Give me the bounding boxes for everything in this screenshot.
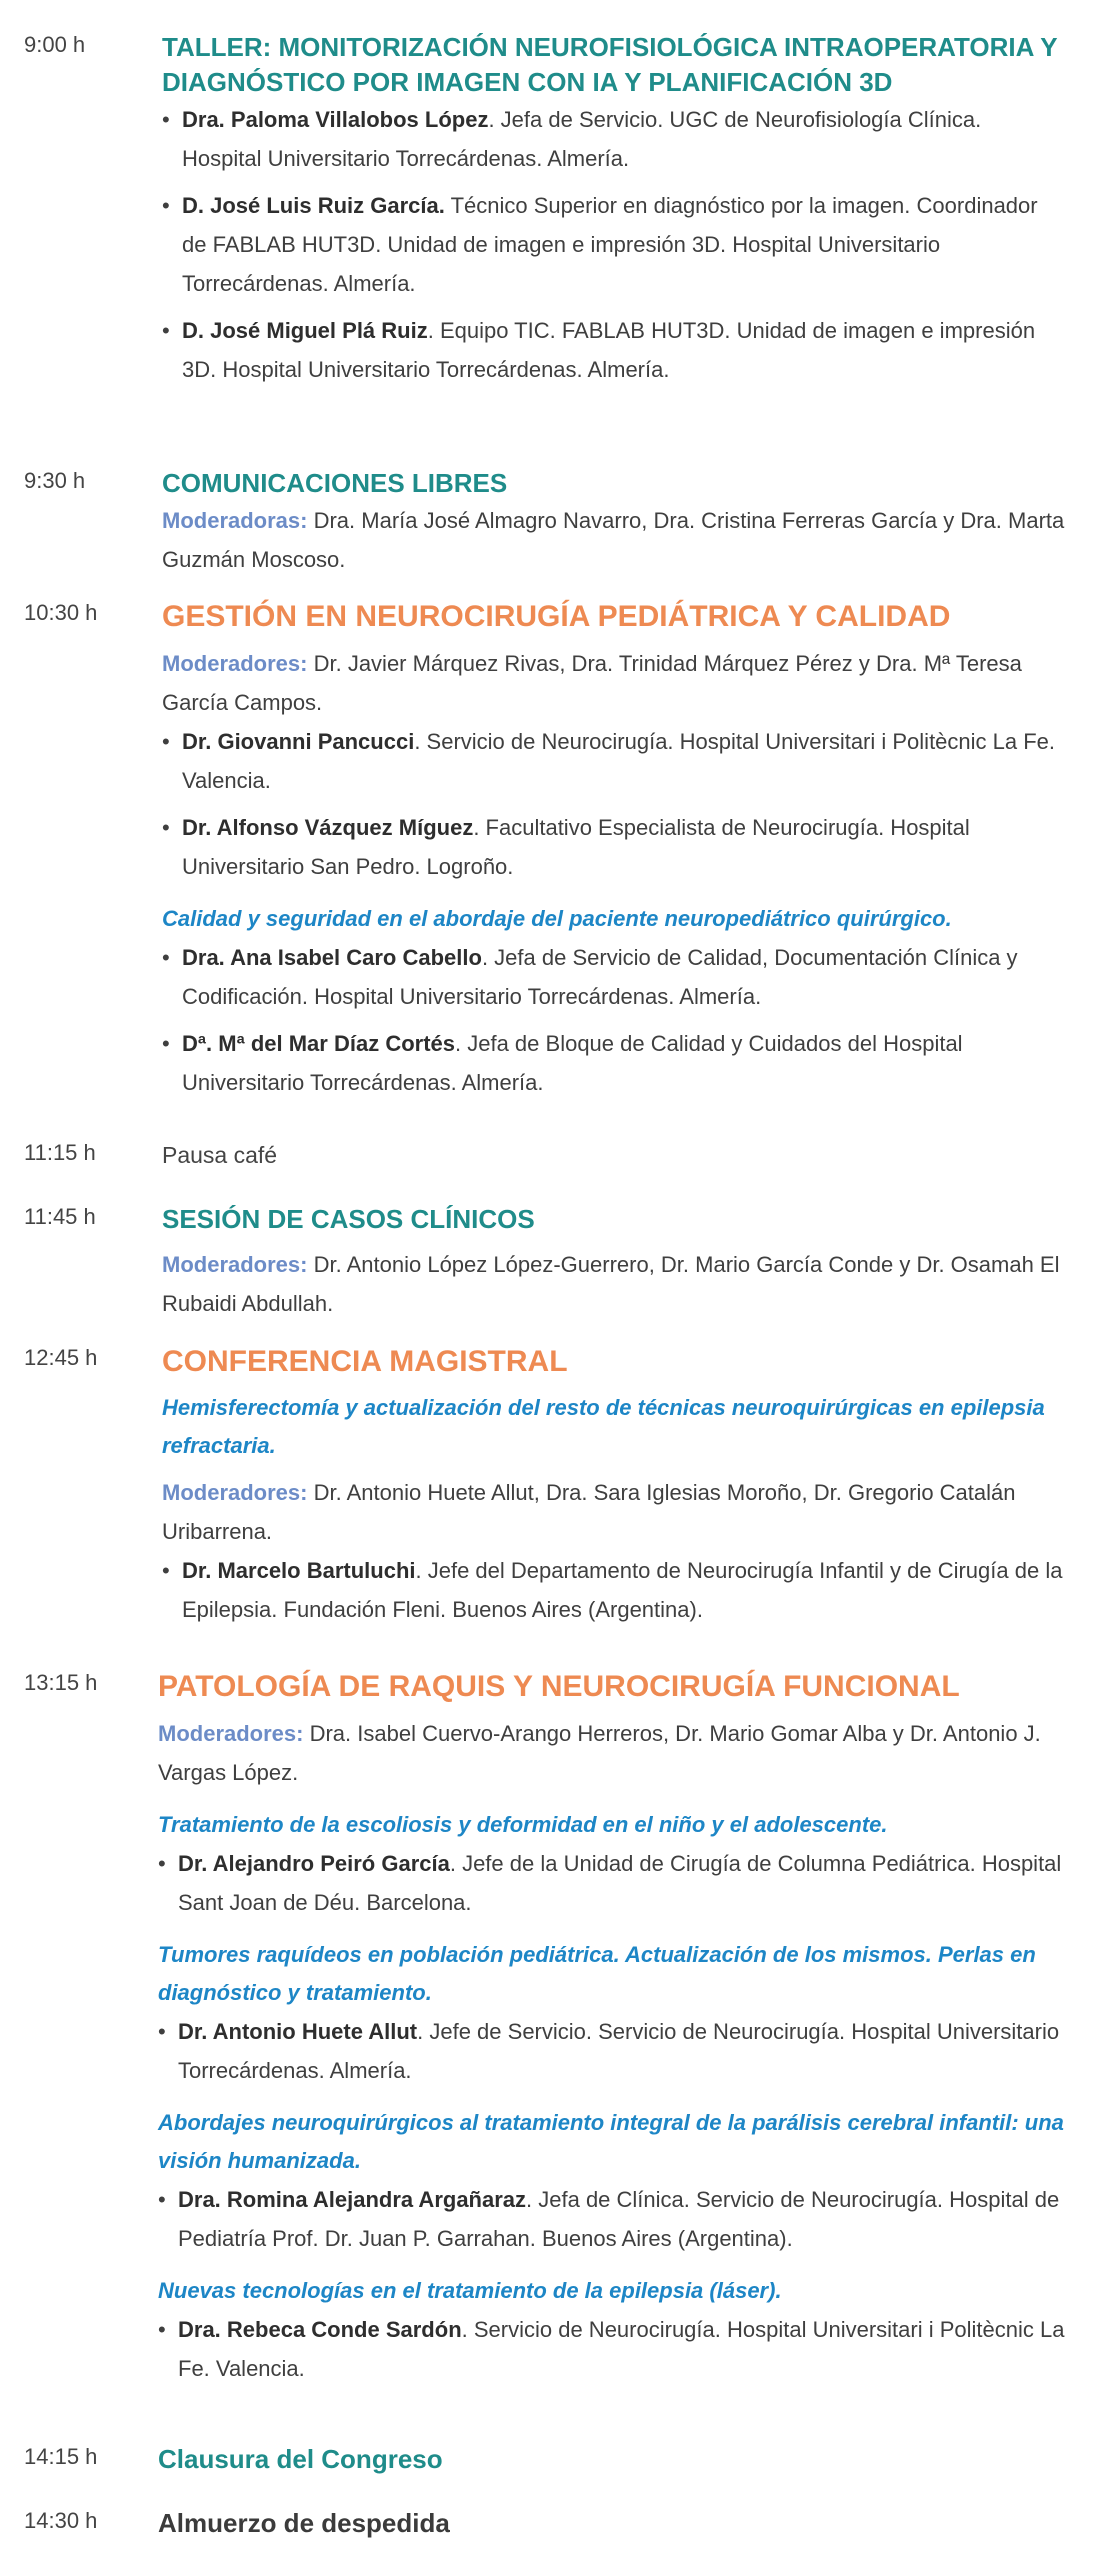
speaker-desc: Técnico Superior en diagnóstico por la imagen. Coordinador de FABLAB HUT3D. Unidad de imagen e impresión 3D. Hospital Universitario Torrecárdenas. Almería. bbox=[182, 193, 1038, 296]
speaker-item bbox=[162, 722, 1065, 800]
speaker-item bbox=[158, 2310, 1065, 2388]
speaker-name: D. José Miguel Plá Ruiz bbox=[182, 318, 428, 343]
session-title: Pausa café bbox=[162, 1142, 278, 1168]
moderators-text: Dr. Javier Márquez Rivas, Dra. Trinidad Márquez Pérez y Dra. Mª Teresa García Campos. bbox=[162, 651, 1022, 715]
speaker-item bbox=[162, 311, 1065, 389]
moderators bbox=[158, 1714, 1065, 1792]
speaker-name: Dr. Alejandro Peiró García bbox=[178, 1851, 450, 1876]
speaker-list bbox=[162, 100, 1065, 389]
session-title: Clausura del Congreso bbox=[158, 2444, 443, 2474]
moderators bbox=[162, 1473, 1065, 1551]
moderators bbox=[162, 644, 1065, 722]
moderators-label: Moderadores: bbox=[162, 651, 308, 676]
session-time: 9:00 h bbox=[24, 32, 86, 57]
session-time: 9:30 h bbox=[24, 468, 86, 493]
speaker-list bbox=[162, 722, 1065, 886]
speaker-desc: . Jefa de Bloque de Calidad y Cuidados del Hospital Universitario Torrecárdenas. Almería. bbox=[182, 1031, 963, 1095]
speaker-item bbox=[162, 186, 1065, 303]
speaker-desc: . Facultativo Especialista de Neurocirugía. Hospital Universitario San Pedro. Logroño. bbox=[182, 815, 970, 879]
speaker-name: Dra. Rebeca Conde Sardón bbox=[178, 2317, 462, 2342]
speaker-item bbox=[158, 2180, 1065, 2258]
speaker-desc: . Jefa de Servicio de Calidad, Documentación Clínica y Codificación. Hospital Universitario Torrecárdenas. Almería. bbox=[182, 945, 1018, 1009]
speaker-list bbox=[162, 1551, 1065, 1629]
speaker-name: Dª. Mª del Mar Díaz Cortés bbox=[182, 1031, 456, 1056]
topic-title: Abordajes neuroquirúrgicos al tratamiento integral de la parálisis cerebral infantil: una visión humanizada. bbox=[158, 2110, 1064, 2173]
topic-title: Tumores raquídeos en población pediátrica. Actualización de los mismos. Perlas en diagnóstico y tratamiento. bbox=[158, 1942, 1036, 2005]
moderators-label: Moderadores: bbox=[158, 1721, 304, 1746]
session-time: 12:45 h bbox=[24, 1345, 98, 1370]
speaker-item bbox=[162, 938, 1065, 1016]
speaker-item bbox=[162, 808, 1065, 886]
session-title: GESTIÓN EN NEUROCIRUGÍA PEDIÁTRICA Y CALIDAD bbox=[162, 600, 951, 633]
speaker-item bbox=[158, 1844, 1065, 1922]
session-title: CONFERENCIA MAGISTRAL bbox=[162, 1345, 568, 1378]
speaker-item bbox=[162, 1551, 1065, 1629]
speaker-list bbox=[162, 938, 1065, 1102]
speaker-desc: . Jefe del Departamento de Neurocirugía Infantil y de Cirugía de la Epilepsia. Fundación Fleni. Buenos Aires (Argentina). bbox=[182, 1558, 1063, 1622]
speaker-name: Dra. Paloma Villalobos López bbox=[182, 107, 489, 132]
moderators-text: Dr. Antonio Huete Allut, Dra. Sara Iglesias Moroño, Dr. Gregorio Catalán Uribarrena. bbox=[162, 1480, 1016, 1544]
session-time: 14:15 h bbox=[24, 2444, 98, 2469]
session-title: PATOLOGÍA DE RAQUIS Y NEUROCIRUGÍA FUNCIONAL bbox=[158, 1670, 960, 1703]
speaker-list bbox=[158, 2310, 1065, 2388]
moderators-label: Moderadores: bbox=[162, 1480, 308, 1505]
session-title: Almuerzo de despedida bbox=[158, 2508, 450, 2538]
speaker-desc: . Jefa de Clínica. Servicio de Neurocirugía. Hospital de Pediatría Prof. Dr. Juan P. Garrahan. Buenos Aires (Argentina). bbox=[178, 2187, 1060, 2251]
speaker-desc: . Jefa de Servicio. UGC de Neurofisiología Clínica. Hospital Universitario Torrecárdenas. Almería. bbox=[182, 107, 982, 171]
speaker-name: Dr. Marcelo Bartuluchi bbox=[182, 1558, 416, 1583]
speaker-desc: . Servicio de Neurocirugía. Hospital Universitari i Politècnic La Fe. Valencia. bbox=[178, 2317, 1065, 2381]
speaker-name: Dr. Alfonso Vázquez Míguez bbox=[182, 815, 474, 840]
session-time: 11:15 h bbox=[24, 1140, 96, 1165]
speaker-desc: . Jefe de la Unidad de Cirugía de Columna Pediátrica. Hospital Sant Joan de Déu. Barcelona. bbox=[178, 1851, 1062, 1915]
speaker-item bbox=[162, 1024, 1065, 1102]
session-title: SESIÓN DE CASOS CLÍNICOS bbox=[162, 1204, 535, 1234]
speaker-desc: . Servicio de Neurocirugía. Hospital Universitari i Politècnic La Fe. Valencia. bbox=[182, 729, 1056, 793]
speaker-item bbox=[162, 100, 1065, 178]
moderators bbox=[162, 1245, 1065, 1323]
topic-title: Calidad y seguridad en el abordaje del paciente neuropediátrico quirúrgico. bbox=[162, 906, 952, 931]
session-time: 10:30 h bbox=[24, 600, 98, 625]
moderators-text: Dra. Isabel Cuervo-Arango Herreros, Dr. Mario Gomar Alba y Dr. Antonio J. Vargas López. bbox=[158, 1721, 1041, 1785]
session-title: TALLER: MONITORIZACIÓN NEUROFISIOLÓGICA INTRAOPERATORIA Y DIAGNÓSTICO POR IMAGEN CON IA Y PLANIFICACIÓN 3D bbox=[162, 32, 1058, 97]
speaker-name: Dra. Ana Isabel Caro Cabello bbox=[182, 945, 482, 970]
session-time: 14:30 h bbox=[24, 2508, 98, 2533]
speaker-item bbox=[158, 2012, 1065, 2090]
speaker-list bbox=[158, 2012, 1065, 2090]
speaker-list bbox=[158, 1844, 1065, 1922]
moderators-text: Dra. María José Almagro Navarro, Dra. Cristina Ferreras García y Dra. Marta Guzmán Moscoso. bbox=[162, 508, 1065, 572]
moderators bbox=[162, 501, 1065, 579]
topic-title: Hemisferectomía y actualización del resto de técnicas neuroquirúrgicas en epilepsia refractaria. bbox=[162, 1395, 1045, 1458]
session-time: 13:15 h bbox=[24, 1670, 98, 1695]
moderators-text: Dr. Antonio López López-Guerrero, Dr. Mario García Conde y Dr. Osamah El Rubaidi Abdullah. bbox=[162, 1252, 1060, 1316]
moderators-label: Moderadoras: bbox=[162, 508, 308, 533]
session-time: 11:45 h bbox=[24, 1204, 96, 1229]
session-title: COMUNICACIONES LIBRES bbox=[162, 468, 508, 498]
speaker-list bbox=[158, 2180, 1065, 2258]
topic-title: Tratamiento de la escoliosis y deformidad en el niño y el adolescente. bbox=[158, 1812, 888, 1837]
speaker-name: Dr. Giovanni Pancucci bbox=[182, 729, 415, 754]
speaker-name: Dra. Romina Alejandra Argañaraz bbox=[178, 2187, 527, 2212]
speaker-desc: . Equipo TIC. FABLAB HUT3D. Unidad de imagen e impresión 3D. Hospital Universitario Torrecárdenas. Almería. bbox=[182, 318, 1036, 382]
speaker-desc: . Jefe de Servicio. Servicio de Neurocirugía. Hospital Universitario Torrecárdenas. Almería. bbox=[178, 2019, 1060, 2083]
moderators-label: Moderadores: bbox=[162, 1252, 308, 1277]
speaker-name: Dr. Antonio Huete Allut bbox=[178, 2019, 418, 2044]
topic-title: Nuevas tecnologías en el tratamiento de la epilepsia (láser). bbox=[158, 2278, 782, 2303]
speaker-name: D. José Luis Ruiz García. bbox=[182, 193, 445, 218]
